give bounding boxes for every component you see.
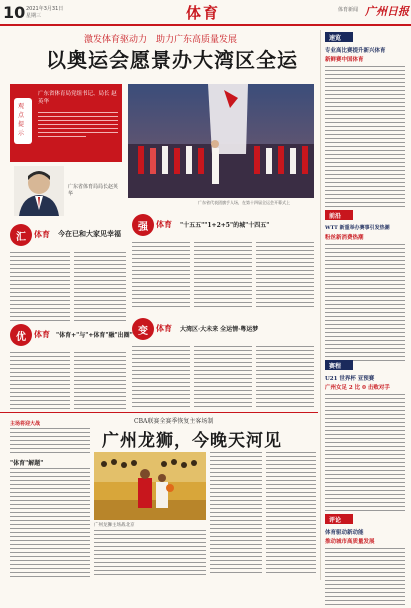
sidebar-tag-2: 前沿: [325, 210, 353, 220]
basketball-caption: 广州龙狮主场战北京: [94, 523, 135, 528]
sub-heading-2: "体育+"与"+体育"融"出圈": [56, 332, 133, 339]
edition-label: 体育新闻: [338, 7, 359, 13]
date-line: 2021年3月31日: [26, 6, 64, 12]
ceremony-caption: 广东省代表团旗手人场，在第十四届全运会开幕式上: [198, 200, 290, 205]
sidebar-headline-2: WTT 新重举办赛事引发热潮: [325, 225, 390, 231]
basketball-photo: [94, 452, 206, 520]
masthead: [0, 0, 411, 24]
sub-heading-badge-4: [132, 318, 154, 340]
intro-text: 广东省体育局党组书记、局长 赵英华: [38, 91, 117, 105]
bottom-sub: "体育"解题": [10, 460, 44, 467]
intro-box: [10, 84, 122, 162]
sidebar-headline-3: U21 世界杯 亚预赛: [325, 376, 375, 382]
icon-char-1: 汇: [16, 232, 26, 243]
sidebar-sub-2: 粉丝新消费热潮: [325, 235, 364, 241]
icon-label-3: 体育: [156, 219, 172, 229]
page-number: 10: [3, 3, 26, 22]
opening-ceremony-photo: [128, 84, 314, 198]
date-line-2: 星期三: [26, 13, 42, 19]
icon-char-2: 优: [16, 332, 26, 343]
sub-heading-1: 今在已和大家见幸福: [58, 229, 121, 238]
bottom-side-sub: 主场将迎大战: [10, 421, 41, 427]
icon-label-4: 体育: [156, 323, 172, 333]
portrait-photo: [14, 166, 64, 216]
icon-label-1: 体育: [34, 229, 50, 239]
sidebar-sub-3: 广州女足 2 比 0 击败对手: [325, 385, 390, 391]
sidebar-sub-1: 新鲜赛中国体育: [325, 57, 364, 63]
portrait-caption: 广东省体育局局长赵英华: [68, 184, 119, 197]
lead-kicker: 激发体育驱动力 助力广东高质量发展: [84, 35, 238, 45]
icon-label-2: 体育: [34, 329, 50, 339]
icon-char-4: 变: [138, 326, 148, 337]
sub-heading-badge-2: [10, 324, 32, 346]
sidebar-tag-1: 速览: [325, 32, 353, 42]
sidebar-tag-4: 评论: [325, 514, 353, 524]
intro-label-badge: [14, 98, 32, 144]
sub-heading-badge-1: [10, 224, 32, 246]
intro-label: 观点提示: [18, 103, 25, 137]
sidebar-headline-4: 体育驱动新动能: [325, 530, 364, 536]
sidebar-headline-1: 专业高比赛提升新兴体育: [325, 48, 386, 54]
sidebar-sub-4: 推动城市高质量发展: [325, 539, 375, 545]
bottom-kicker: CBA联赛全赛季恢复主客场制: [134, 418, 214, 425]
sub-heading-badge-3: [132, 214, 154, 236]
sub-heading-4: 大湾区·大未来 全运情·粤运梦: [180, 326, 259, 333]
section-title: 体育: [186, 4, 221, 22]
bottom-headline: 广州龙狮，今晚天河见: [102, 431, 282, 451]
sidebar-tag-3: 赛程: [325, 360, 353, 370]
icon-char-3: 强: [138, 222, 148, 233]
sidebar: [320, 30, 409, 580]
publication-logo: 广州日报: [365, 5, 409, 18]
lead-headline: 以奥运会愿景办大湾区全运: [46, 48, 298, 72]
sub-heading-3: "十五五""1+2+5"的城"十四五": [180, 222, 270, 229]
